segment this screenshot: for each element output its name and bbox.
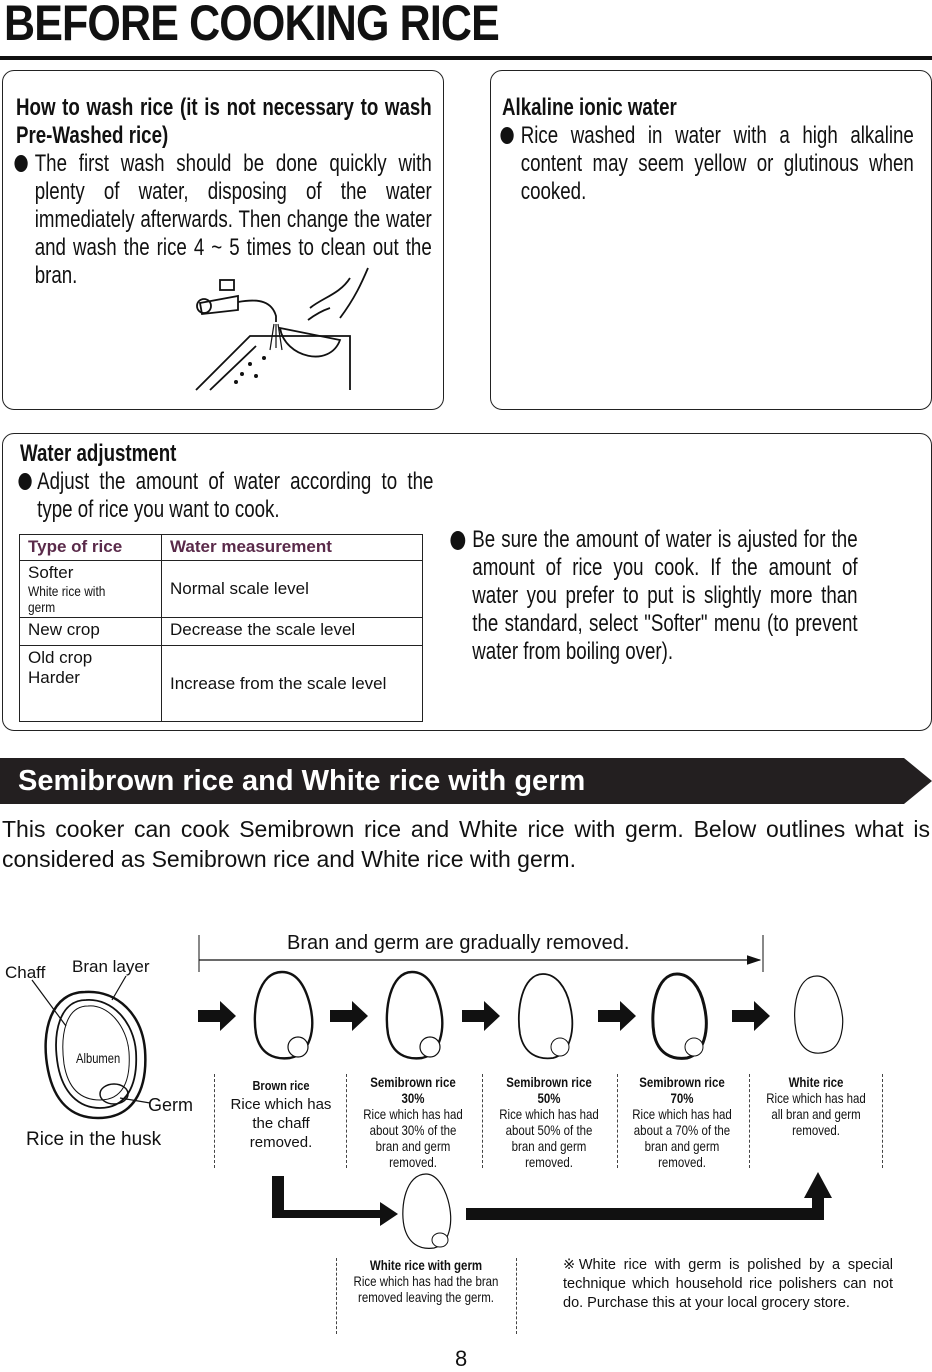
- husk-caption: Rice in the husk: [26, 1129, 162, 1150]
- divider: [482, 1074, 483, 1168]
- stage-title: Semibrown rice 70%: [639, 1074, 725, 1106]
- water-measure: Decrease the scale level: [162, 618, 423, 646]
- page-number: 8: [455, 1346, 468, 1371]
- alkaline-text: Rice washed in water with a high alkaline content may seem yellow or glutinous when cooked.: [520, 122, 914, 205]
- table-row: [20, 561, 423, 618]
- wash-text: The first wash should be done quickly with plenty of water, disposing of the water immediately afterwards. Then change the water and wash the rice 4 ~ 5 times to clean out the bran.: [34, 150, 432, 289]
- alkaline-section: [502, 94, 914, 206]
- rice-type: Softer: [28, 563, 74, 582]
- stage-desc: Rice which has had about a 70% of the bran and germ removed.: [632, 1106, 732, 1170]
- title-rule: [0, 56, 932, 60]
- table-header-type: Type of rice: [20, 535, 162, 561]
- rice-type-sub: White rice with germ: [28, 583, 106, 615]
- stage-title: White rice with germ: [369, 1257, 483, 1273]
- stage-caption-brown: [224, 1076, 338, 1152]
- water-adjustment-heading: Water adjustment: [20, 440, 177, 467]
- table-row: [20, 618, 423, 646]
- chaff-label: Chaff: [5, 963, 46, 982]
- wash-heading: How to wash rice (it is not necessary to wash Pre-Washed rice): [16, 94, 432, 149]
- washing-rice-illustration: [190, 258, 390, 398]
- divider: [336, 1258, 337, 1334]
- stage-desc: Rice which has the chaff removed.: [230, 1096, 332, 1151]
- albumen-label: Albumen: [76, 1050, 121, 1066]
- page-title: BEFORE COOKING RICE: [4, 0, 499, 51]
- water-adjustment-text: Adjust the amount of water according to the type of rice you want to cook.: [37, 468, 434, 523]
- stage-caption-semibrown-70: [631, 1074, 733, 1170]
- water-note: Be sure the amount of water is ajusted for the amount of rice you cook. If the amount of water you prefer to put is slightly more than the standard, select "Softer" menu (to prevent water from boiling over).: [472, 526, 858, 665]
- stage-desc: Rice which has had about 30% of the bran and germ removed.: [363, 1106, 463, 1170]
- rice-type-sub: Harder: [28, 668, 80, 687]
- germ-label: Germ: [148, 1095, 193, 1115]
- divider: [346, 1074, 347, 1168]
- rice-type: Old crop: [28, 648, 93, 667]
- stage-caption-semibrown-30: [361, 1074, 464, 1170]
- bullet-icon: [500, 127, 513, 144]
- bran-layer-label: Bran layer: [72, 957, 150, 976]
- water-adjustment-section: [20, 440, 433, 524]
- stage-caption-semibrown-50: [497, 1074, 600, 1170]
- footnote: ※White rice with germ is polished by a special technique which household rice polishers can not do. Purchase this at your local grocery store.: [563, 1257, 893, 1311]
- stage-title: Semibrown rice 30%: [370, 1074, 456, 1106]
- rice-husk-grain: [32, 976, 150, 1118]
- water-measure: Normal scale level: [162, 561, 423, 618]
- stage-desc: Rice which has had all bran and germ removed.: [766, 1090, 866, 1138]
- divider: [882, 1074, 883, 1168]
- intro-text: This cooker can cook Semibrown rice and White rice with germ. Below outlines what is considered as Semibrown rice and White rice with germ.: [2, 816, 930, 872]
- stage-caption-white: [765, 1074, 867, 1138]
- stage-caption-germ-rice: [352, 1257, 500, 1305]
- rice-type: New crop: [20, 618, 162, 646]
- table-row: [20, 646, 423, 722]
- bullet-icon: [18, 473, 31, 490]
- bullet-icon: [450, 531, 465, 550]
- progress-label: Bran and germ are gradually removed.: [287, 932, 630, 954]
- stage-desc: Rice which has had about 50% of the bran and germ removed.: [499, 1106, 599, 1170]
- water-table: [19, 534, 423, 722]
- table-header-measurement: Water measurement: [162, 535, 423, 561]
- divider: [617, 1074, 618, 1168]
- divider: [749, 1074, 750, 1168]
- alkaline-heading: Alkaline ionic water: [502, 94, 677, 121]
- section-banner-title: Semibrown rice and White rice with germ: [18, 765, 586, 797]
- divider: [214, 1074, 215, 1168]
- stage-title: White rice: [788, 1074, 844, 1090]
- divider: [516, 1258, 517, 1334]
- water-note-section: [452, 526, 858, 666]
- water-measure: Increase from the scale level: [162, 646, 423, 722]
- stage-title: Semibrown rice 50%: [506, 1074, 592, 1106]
- bullet-icon: [14, 155, 27, 172]
- stage-desc: Rice which has had the bran removed leaving the germ.: [353, 1273, 499, 1305]
- stage-title: Brown rice: [252, 1078, 310, 1093]
